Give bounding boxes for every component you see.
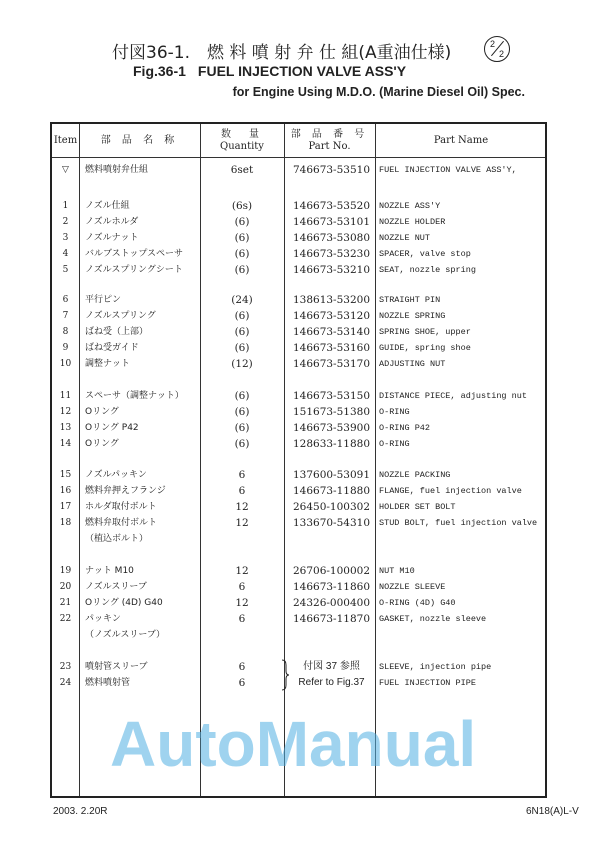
part-number-cell: 146673-53900 bbox=[292, 422, 371, 434]
name-jp-cell: ノズルスプリングシート bbox=[85, 265, 183, 275]
part-name-cell: O-RING P42 bbox=[379, 423, 431, 433]
header-part-no bbox=[284, 124, 375, 157]
item-cell: 9 bbox=[62, 343, 69, 353]
table-row bbox=[52, 308, 545, 324]
table-row bbox=[52, 531, 545, 547]
header-part-name bbox=[375, 124, 547, 157]
part-number-cell: 146673-53080 bbox=[292, 232, 371, 244]
header-pn-en-label: Part No. bbox=[308, 140, 351, 152]
footer-date: 2003. 2.20R bbox=[53, 806, 108, 817]
part-name-cell: O-RING bbox=[379, 439, 410, 449]
page-title-en bbox=[133, 63, 406, 79]
name-jp-cell: ナット M10 bbox=[85, 566, 134, 576]
table-row bbox=[52, 467, 545, 483]
table-row bbox=[52, 436, 545, 452]
item-cell: 12 bbox=[59, 407, 72, 417]
table-row bbox=[52, 214, 545, 230]
table-row bbox=[52, 611, 545, 627]
table-row bbox=[52, 404, 545, 420]
page-numerator: 2 bbox=[490, 39, 496, 49]
item-cell: 4 bbox=[62, 249, 69, 259]
table-row bbox=[52, 420, 545, 436]
name-jp-cell: ばね受（上部） bbox=[85, 327, 149, 337]
table-row bbox=[52, 579, 545, 595]
part-name-cell: FUEL INJECTION PIPE bbox=[379, 678, 476, 688]
footer-code: 6N18(A)L-V bbox=[526, 806, 579, 817]
item-cell: 19 bbox=[59, 566, 72, 576]
part-number-cell: 151673-51380 bbox=[292, 406, 371, 418]
part-name-cell: SEAT, nozzle spring bbox=[379, 265, 476, 275]
item-cell: 18 bbox=[59, 518, 72, 528]
table-row bbox=[52, 324, 545, 340]
table-row bbox=[52, 659, 545, 675]
table-row bbox=[52, 292, 545, 308]
header-item-label: Item bbox=[53, 134, 78, 146]
quantity-cell: (6) bbox=[234, 310, 250, 322]
quantity-cell: (6) bbox=[234, 390, 250, 402]
part-number-cell: 146673-11880 bbox=[292, 485, 371, 497]
part-number-cell: 138613-53200 bbox=[292, 294, 371, 306]
item-cell: 22 bbox=[59, 614, 72, 624]
item-cell: 17 bbox=[59, 502, 72, 512]
item-cell: 8 bbox=[62, 327, 69, 337]
table-row bbox=[52, 499, 545, 515]
watermark: AutoManual bbox=[110, 708, 477, 780]
figure-label: Fig.36-1 bbox=[133, 63, 186, 79]
name-jp-cell: ノズルパッキン bbox=[85, 470, 147, 480]
quantity-cell: (6) bbox=[234, 232, 250, 244]
table-row bbox=[52, 162, 545, 178]
item-cell: 11 bbox=[59, 391, 72, 401]
name-jp-cell: パッキン bbox=[85, 614, 121, 624]
item-cell: 20 bbox=[59, 582, 72, 592]
table-row bbox=[52, 340, 545, 356]
quantity-cell: (6) bbox=[234, 264, 250, 276]
name-jp-cell: Oリング bbox=[85, 439, 119, 449]
quantity-cell: 12 bbox=[235, 501, 249, 513]
quantity-cell: 6 bbox=[238, 485, 246, 497]
name-jp-cell: （ノズルスリーブ） bbox=[85, 630, 166, 640]
table-row bbox=[52, 246, 545, 262]
part-number-cell: 146673-11870 bbox=[292, 613, 371, 625]
name-jp-cell: 燃料噴射管 bbox=[85, 678, 131, 688]
header-qty-jp-label: 数 量 bbox=[221, 128, 263, 140]
item-cell: 23 bbox=[59, 662, 72, 672]
name-jp-cell: ノズルスプリング bbox=[85, 311, 156, 321]
part-name-cell: SLEEVE, injection pipe bbox=[379, 662, 492, 672]
table-row bbox=[52, 483, 545, 499]
part-number-cell: 146673-53150 bbox=[292, 390, 371, 402]
name-jp-cell: Oリング (4D) G40 bbox=[85, 598, 163, 608]
quantity-cell: 6 bbox=[238, 469, 246, 481]
part-name-cell: DISTANCE PIECE, adjusting nut bbox=[379, 391, 527, 401]
item-cell: 14 bbox=[59, 439, 72, 449]
quantity-cell: (6) bbox=[234, 438, 250, 450]
table-row bbox=[52, 563, 545, 579]
quantity-cell: (6) bbox=[234, 216, 250, 228]
name-jp-cell: 燃料弁押えフランジ bbox=[85, 486, 166, 496]
quantity-cell: 12 bbox=[235, 565, 249, 577]
name-jp-cell: 平行ピン bbox=[85, 295, 122, 305]
title-en-text: FUEL INJECTION VALVE ASS'Y bbox=[197, 63, 407, 79]
item-cell: 2 bbox=[62, 217, 69, 227]
item-cell: 6 bbox=[62, 295, 69, 305]
table-row bbox=[52, 595, 545, 611]
part-number-cell: 146673-53170 bbox=[292, 358, 371, 370]
part-name-cell: FUEL INJECTION VALVE ASS'Y, bbox=[379, 165, 517, 175]
item-cell: 1 bbox=[62, 201, 69, 211]
item-cell: 13 bbox=[59, 423, 72, 433]
header-divider bbox=[52, 157, 545, 158]
item-cell: 24 bbox=[59, 678, 72, 688]
item-cell: 3 bbox=[62, 233, 69, 243]
item-cell: 10 bbox=[59, 359, 72, 369]
item-cell: 16 bbox=[59, 486, 72, 496]
part-name-cell: NOZZLE NUT bbox=[379, 233, 431, 243]
table-row bbox=[52, 230, 545, 246]
part-number-cell: 付図 37 参照 bbox=[303, 661, 360, 672]
item-cell: 15 bbox=[59, 470, 72, 480]
part-name-cell: SPRING SHOE, upper bbox=[379, 327, 471, 337]
item-cell: ▽ bbox=[62, 165, 69, 175]
part-name-cell: GUIDE, spring shoe bbox=[379, 343, 471, 353]
quantity-cell: (24) bbox=[231, 294, 253, 306]
part-name-cell: O-RING bbox=[379, 407, 410, 417]
part-number-cell: 146673-53520 bbox=[292, 200, 371, 212]
part-number-cell: 146673-53230 bbox=[292, 248, 371, 260]
part-name-cell: STUD BOLT, fuel injection valve bbox=[379, 518, 538, 528]
part-number-cell: 26706-100002 bbox=[292, 565, 371, 577]
part-number-cell: 146673-53160 bbox=[292, 342, 371, 354]
header-item bbox=[52, 124, 79, 157]
table-row bbox=[52, 627, 545, 643]
header-quantity bbox=[200, 124, 284, 157]
table-row bbox=[52, 198, 545, 214]
name-jp-cell: 調整ナット bbox=[85, 359, 130, 369]
part-number-cell: 26450-100302 bbox=[292, 501, 371, 513]
part-name-cell: NOZZLE SLEEVE bbox=[379, 582, 446, 592]
part-name-cell: O-RING (4D) G40 bbox=[379, 598, 456, 608]
quantity-cell: (6) bbox=[234, 326, 250, 338]
page-subtitle: for Engine Using M.D.O. (Marine Diesel Oil) Spec. bbox=[232, 85, 525, 99]
part-number-cell: 146673-53120 bbox=[292, 310, 371, 322]
page-number-mark bbox=[484, 36, 510, 62]
part-name-cell: NOZZLE SPRING bbox=[379, 311, 446, 321]
name-jp-cell: Oリング bbox=[85, 407, 119, 417]
name-jp-cell: バルブストップスペーサ bbox=[85, 249, 184, 259]
name-jp-cell: スペーサ（調整ナット） bbox=[85, 391, 184, 401]
quantity-cell: 6set bbox=[230, 164, 254, 176]
header-part-name-label: Part Name bbox=[433, 134, 489, 146]
table-row bbox=[52, 262, 545, 278]
header-pn-jp-label: 部 品 番 号 bbox=[290, 128, 369, 140]
part-name-cell: NUT M10 bbox=[379, 566, 415, 576]
quantity-cell: 6 bbox=[238, 613, 246, 625]
name-jp-cell: 燃料噴射弁仕組 bbox=[85, 165, 149, 175]
part-name-cell: GASKET, nozzle sleeve bbox=[379, 614, 487, 624]
part-number-cell: 137600-53091 bbox=[292, 469, 371, 481]
table-row bbox=[52, 515, 545, 531]
name-jp-cell: ホルダ取付ボルト bbox=[85, 502, 157, 512]
quantity-cell: (6s) bbox=[231, 200, 253, 212]
part-number-cell: 146673-53140 bbox=[292, 326, 371, 338]
part-number-cell: 746673-53510 bbox=[292, 164, 371, 176]
table-row bbox=[52, 356, 545, 372]
quantity-cell: 12 bbox=[235, 517, 249, 529]
quantity-cell: (6) bbox=[234, 248, 250, 260]
quantity-cell: (6) bbox=[234, 422, 250, 434]
part-number-cell: 133670-54310 bbox=[292, 517, 371, 529]
part-name-cell: NOZZLE ASS'Y bbox=[379, 201, 441, 211]
part-number-cell: 146673-53101 bbox=[292, 216, 371, 228]
page-denominator: 2 bbox=[498, 49, 504, 59]
part-number-cell: 146673-11860 bbox=[292, 581, 371, 593]
name-jp-cell: ノズルスリーブ bbox=[85, 582, 147, 592]
part-name-cell: NOZZLE HOLDER bbox=[379, 217, 446, 227]
quantity-cell: 6 bbox=[238, 661, 246, 673]
quantity-cell: 6 bbox=[238, 677, 246, 689]
item-cell: 21 bbox=[59, 598, 72, 608]
name-jp-cell: ノズル仕組 bbox=[85, 201, 130, 211]
part-name-cell: ADJUSTING NUT bbox=[379, 359, 446, 369]
part-name-cell: STRAIGHT PIN bbox=[379, 295, 441, 305]
table-row bbox=[52, 388, 545, 404]
quantity-cell: (6) bbox=[234, 342, 250, 354]
part-name-cell: HOLDER SET BOLT bbox=[379, 502, 456, 512]
quantity-cell: (12) bbox=[231, 358, 253, 370]
table-row bbox=[52, 675, 545, 691]
quantity-cell: 12 bbox=[235, 597, 249, 609]
header-qty-en-label: Quantity bbox=[220, 140, 264, 152]
name-jp-cell: （植込ボルト） bbox=[85, 534, 149, 544]
part-number-cell: 146673-53210 bbox=[292, 264, 371, 276]
part-name-cell: SPACER, valve stop bbox=[379, 249, 471, 259]
part-number-cell: Refer to Fig.37 bbox=[298, 677, 365, 688]
quantity-cell: (6) bbox=[234, 406, 250, 418]
name-jp-cell: ノズルナット bbox=[85, 233, 139, 243]
header-name-jp-label: 部 品 名 称 bbox=[100, 134, 179, 146]
parts-table bbox=[50, 122, 547, 798]
item-cell: 5 bbox=[62, 265, 69, 275]
name-jp-cell: ばね受ガイド bbox=[85, 343, 139, 353]
part-name-cell: FLANGE, fuel injection valve bbox=[379, 486, 522, 496]
part-name-cell: NOZZLE PACKING bbox=[379, 470, 451, 480]
quantity-cell: 6 bbox=[238, 581, 246, 593]
page-title-jp: 付図36-1. 燃 料 噴 射 弁 仕 組(A重油仕様) bbox=[112, 43, 452, 63]
part-number-cell: 128633-11880 bbox=[292, 438, 371, 450]
name-jp-cell: 燃料弁取付ボルト bbox=[85, 518, 158, 528]
header-name-jp bbox=[79, 124, 200, 157]
part-number-cell: 24326-000400 bbox=[292, 597, 371, 609]
name-jp-cell: ノズルホルダ bbox=[85, 217, 139, 227]
name-jp-cell: 噴射管スリーブ bbox=[85, 662, 148, 672]
item-cell: 7 bbox=[62, 311, 69, 321]
name-jp-cell: Oリング P42 bbox=[85, 423, 139, 433]
